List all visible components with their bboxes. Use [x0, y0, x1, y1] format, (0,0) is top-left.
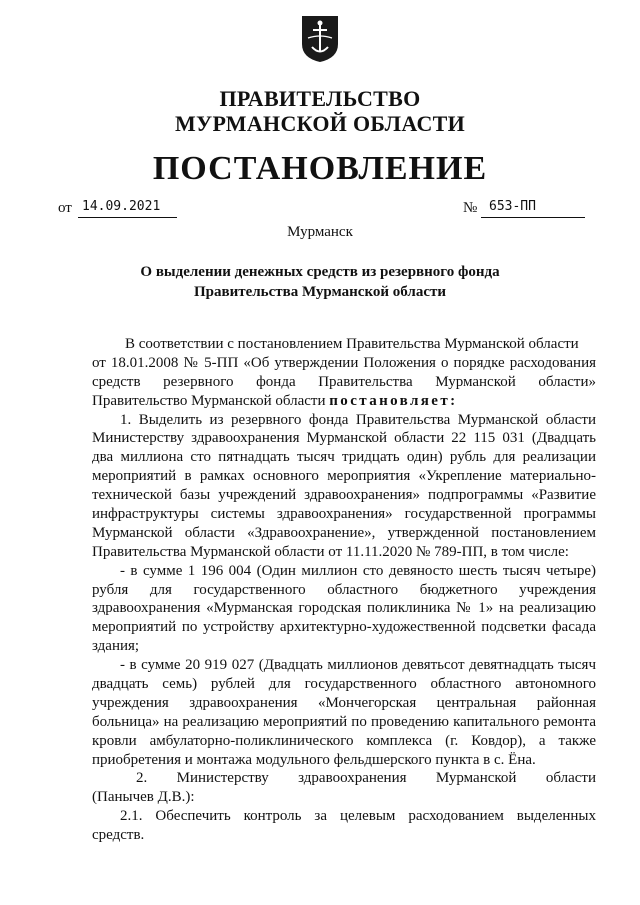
- body-line: средств резервного фонда Правительства Мурманской области»: [92, 373, 596, 390]
- body-line: Министерству здравоохранения Мурманской области 22 115 031 (Двадцать: [92, 430, 596, 447]
- body-line: Правительства Мурманской области от 11.11.2020 № 789-ПП, в том числе:: [92, 543, 569, 560]
- body-line: от 18.01.2008 № 5-ПП «Об утверждении Положения о порядке расходования: [92, 354, 596, 371]
- body-line: мероприятий по устройству архитектурно-художественной подсветки фасада: [92, 619, 596, 636]
- body-line: учреждения здравоохранения «Мончегорская центральная районная: [92, 694, 596, 711]
- body-line: два миллиона сто пятнадцать тысяч тридцать один) рубль для реализации: [92, 449, 596, 466]
- body-line: 2. Министерству здравоохранения Мурманской области: [136, 770, 596, 787]
- date-value: 14.09.2021: [78, 199, 177, 218]
- body-line: приобретения и монтажа модульного фельдшерского пункта в с. Ёна.: [92, 751, 536, 768]
- body-line: здания;: [92, 638, 140, 655]
- body-line: кровли амбулаторно-поликлинического комплекса (г. Ковдор), а также: [92, 732, 596, 749]
- body-line: мероприятий в рамках основного мероприятия «Укрепление материально-: [92, 468, 596, 485]
- body-line: Правительство Мурманской области: [92, 392, 330, 409]
- number-value: 653-ПП: [481, 199, 585, 218]
- body-line: Мурманской области «Здравоохранение», утвержденной постановлением: [92, 524, 596, 541]
- document-type: ПОСТАНОВЛЕНИЕ: [152, 150, 488, 187]
- body-line: - в сумме 1 196 004 (Один миллион сто девяносто шесть тысяч четыре): [120, 562, 596, 579]
- date-prefix: от: [58, 200, 72, 216]
- body-text: [92, 335, 596, 845]
- body-line: 2.1. Обеспечить контроль за целевым расходованием выделенных: [120, 808, 596, 825]
- body-line: инфраструктуры системы здравоохранения» государственной программы: [92, 506, 596, 523]
- org-name-line1: ПРАВИТЕЛЬСТВО: [219, 86, 421, 111]
- body-line: технической базы учреждений здравоохранения» подпрограммы «Развитие: [92, 487, 596, 504]
- coat-of-arms-icon: [300, 14, 340, 64]
- body-line: - в сумме 20 919 027 (Двадцать миллионов девятьсот девятнадцать тысяч: [120, 657, 596, 674]
- body-line: (Панычев Д.В.):: [92, 789, 195, 806]
- title-line2: Правительства Мурманской области: [193, 284, 447, 300]
- number-prefix: №: [463, 200, 478, 216]
- body-line: 1. Выделить из резервного фонда Правительства Мурманской области: [120, 411, 596, 428]
- body-line: здравоохранения «Мурманская городская поликлиника № 1» на реализацию: [92, 600, 596, 617]
- decree-word: постановляет:: [329, 392, 458, 409]
- body-line: двадцать семь) рублей для государственного областного автономного: [92, 676, 596, 693]
- body-line: В соответствии с постановлением Правительства Мурманской области: [125, 336, 579, 352]
- body-line-decree: [92, 392, 596, 411]
- body-line: рубля для государственного областного бюджетного учреждения: [92, 581, 596, 598]
- org-name-line2: МУРМАНСКОЙ ОБЛАСТИ: [174, 111, 466, 136]
- city: Мурманск: [287, 224, 353, 240]
- body-line: средств.: [92, 827, 145, 844]
- title-line1: О выделении денежных средств из резервного фонда: [140, 264, 500, 280]
- body-line: больница» на реализацию мероприятий по проведению капитального ремонта: [92, 713, 596, 730]
